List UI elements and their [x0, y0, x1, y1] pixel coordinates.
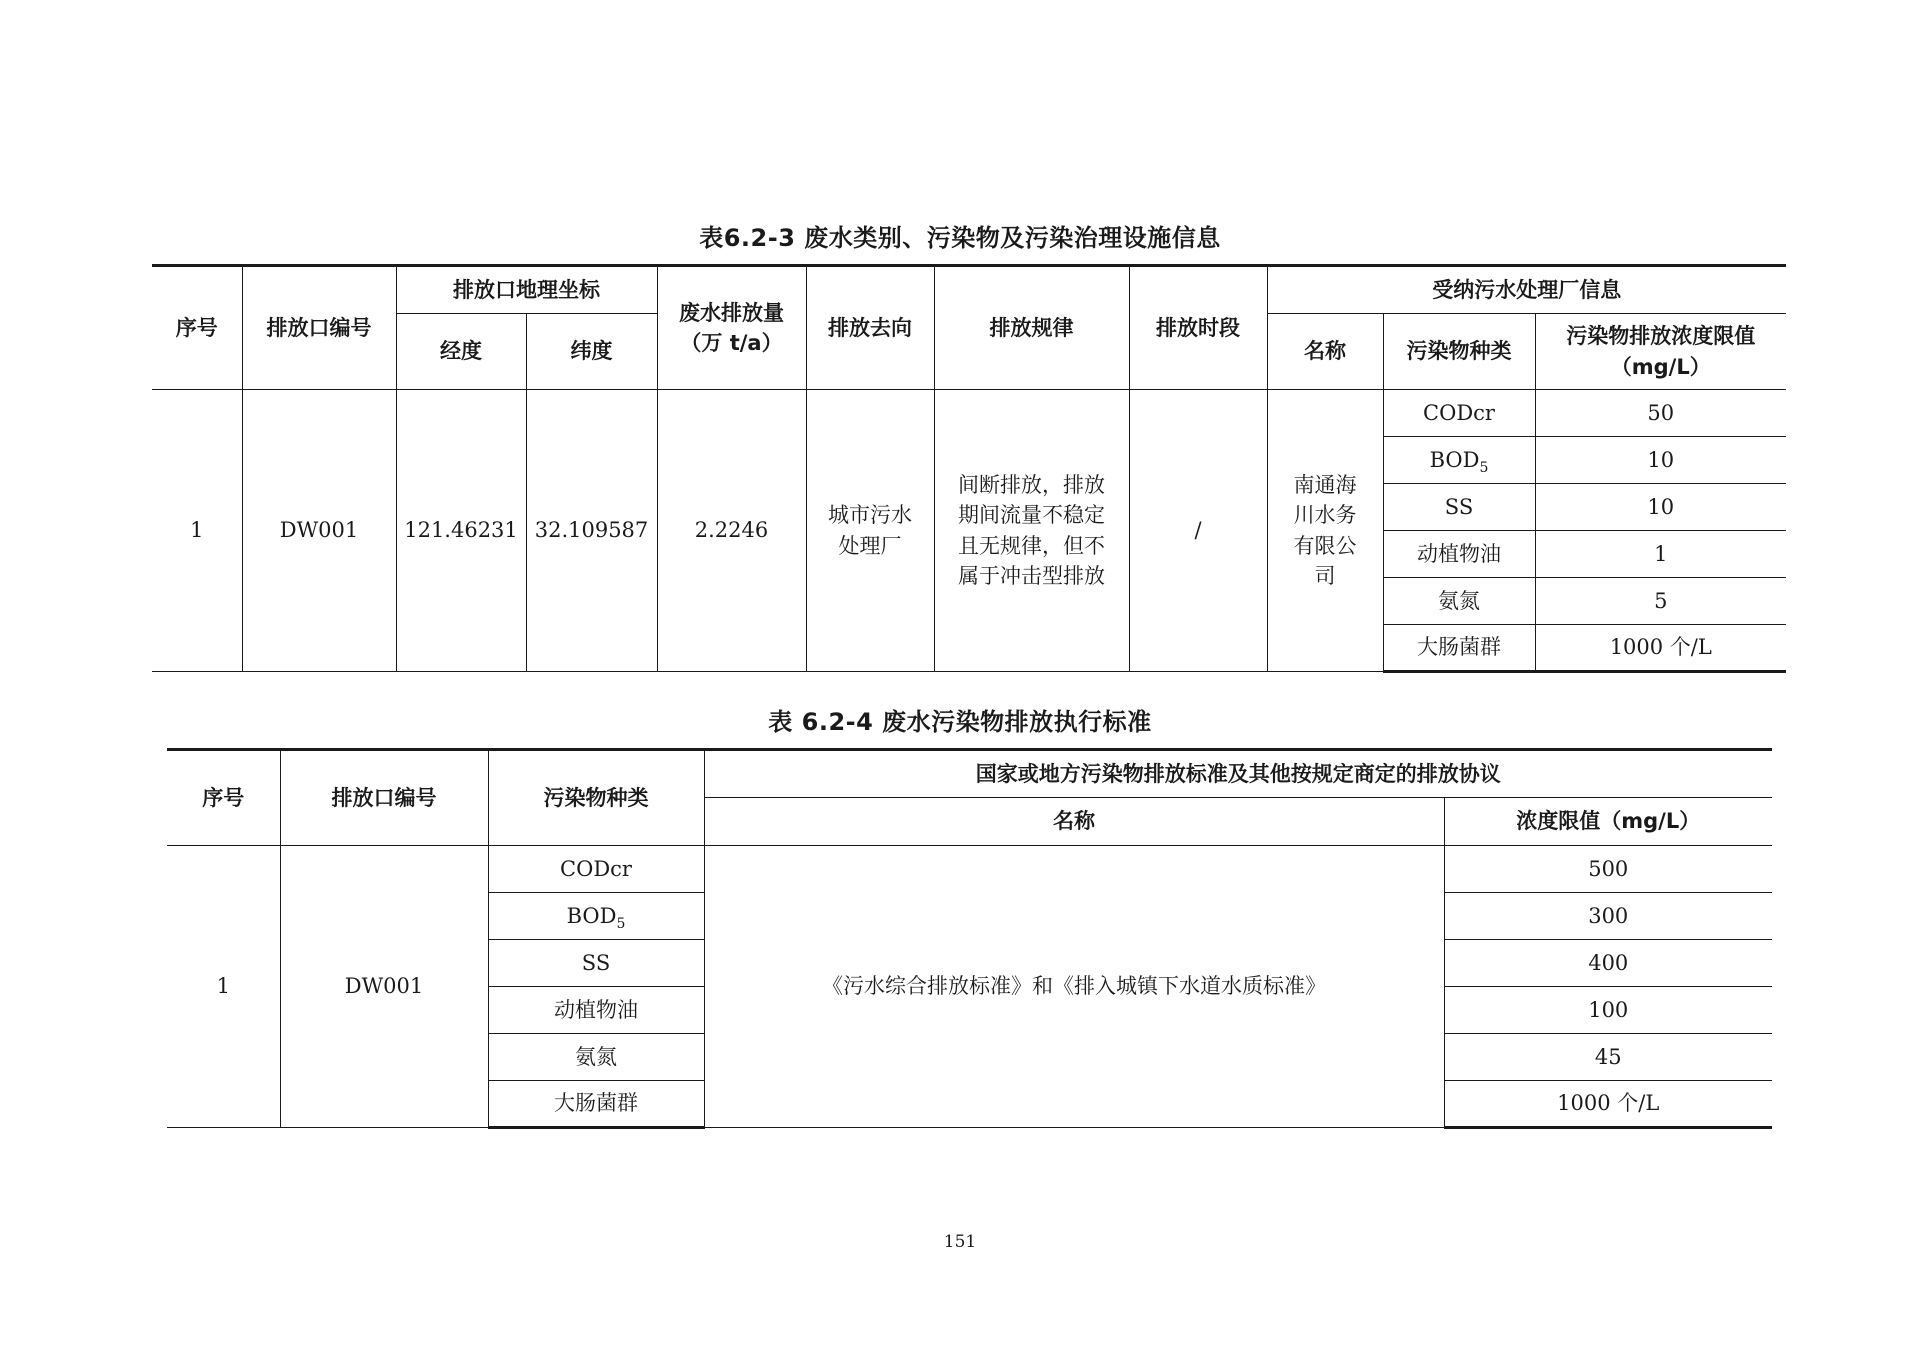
pollutant-name-text: BOD — [566, 903, 617, 928]
header-destination: 排放去向 — [806, 266, 934, 390]
pollutant-name: SS — [488, 940, 704, 987]
cell-period: / — [1129, 390, 1267, 672]
pollutant-name: 大肠菌群 — [1383, 625, 1535, 672]
pollutant-limit: 10 — [1535, 484, 1786, 531]
cell-longitude: 121.46231 — [396, 390, 526, 672]
header-plant-info: 受纳污水处理厂信息 — [1267, 266, 1786, 314]
header-seq: 序号 — [152, 266, 242, 390]
pollutant-limit: 10 — [1535, 437, 1786, 484]
table2-caption: 表 6.2-4 废水污染物排放执行标准 — [768, 708, 1152, 736]
pollutant-limit: 5 — [1535, 578, 1786, 625]
cell-destination: 城市污水 处理厂 — [806, 390, 934, 672]
table1-caption: 表6.2-3 废水类别、污染物及污染治理设施信息 — [699, 224, 1221, 252]
header-outlet-id: 排放口编号 — [280, 750, 488, 846]
pollutant-name: 动植物油 — [1383, 531, 1535, 578]
header-pollutant-type: 污染物种类 — [488, 750, 704, 846]
header-pattern: 排放规律 — [934, 266, 1129, 390]
cell-plant-name: 南通海 川水务 有限公 司 — [1267, 390, 1383, 672]
pollutant-name-subscript: 5 — [1479, 459, 1489, 476]
header-coordinates: 排放口地理坐标 — [396, 266, 657, 314]
discharge-standard-table — [167, 748, 1772, 1129]
cell-latitude: 32.109587 — [526, 390, 657, 672]
pollutant-name: 大肠菌群 — [488, 1081, 704, 1128]
pollutant-limit: 1 — [1535, 531, 1786, 578]
header-volume: 废水排放量 （万 t/a） — [657, 266, 806, 390]
pollutant-name: SS — [1383, 484, 1535, 531]
header-limit: 污染物排放浓度限值 （mg/L） — [1535, 314, 1786, 390]
cell-seq: 1 — [152, 390, 242, 672]
pollutant-limit: 1000 个/L — [1535, 625, 1786, 672]
wastewater-facility-table — [152, 264, 1786, 673]
header-standard-group: 国家或地方污染物排放标准及其他按规定商定的排放协议 — [704, 750, 1772, 798]
page-number: 151 — [943, 1232, 977, 1252]
pollutant-name-subscript: 5 — [616, 915, 626, 932]
header-longitude: 经度 — [396, 314, 526, 390]
cell-standard-name: 《污水综合排放标准》和《排入城镇下水道水质标准》 — [704, 846, 1444, 1128]
pollutant-name: 氨氮 — [488, 1034, 704, 1081]
cell-seq: 1 — [167, 846, 280, 1128]
header-limit: 浓度限值（mg/L） — [1444, 798, 1772, 846]
pollutant-limit: 100 — [1444, 987, 1772, 1034]
pollutant-name: CODcr — [488, 846, 704, 893]
header-pollutant-type: 污染物种类 — [1383, 314, 1535, 390]
header-latitude: 纬度 — [526, 314, 657, 390]
header-outlet-id: 排放口编号 — [242, 266, 396, 390]
cell-volume: 2.2246 — [657, 390, 806, 672]
cell-pattern: 间断排放，排放 期间流量不稳定 且无规律，但不 属于冲击型排放 — [934, 390, 1129, 672]
header-seq: 序号 — [167, 750, 280, 846]
pollutant-name — [488, 893, 704, 940]
pollutant-limit: 500 — [1444, 846, 1772, 893]
cell-outlet-id: DW001 — [280, 846, 488, 1128]
pollutant-limit: 300 — [1444, 893, 1772, 940]
pollutant-limit: 45 — [1444, 1034, 1772, 1081]
header-standard-name: 名称 — [704, 798, 1444, 846]
pollutant-limit: 1000 个/L — [1444, 1081, 1772, 1128]
cell-outlet-id: DW001 — [242, 390, 396, 672]
header-plant-name: 名称 — [1267, 314, 1383, 390]
pollutant-limit: 400 — [1444, 940, 1772, 987]
pollutant-limit: 50 — [1535, 390, 1786, 437]
header-period: 排放时段 — [1129, 266, 1267, 390]
pollutant-name: 动植物油 — [488, 987, 704, 1034]
pollutant-name-text: BOD — [1429, 447, 1480, 472]
pollutant-name: CODcr — [1383, 390, 1535, 437]
pollutant-name: 氨氮 — [1383, 578, 1535, 625]
pollutant-name — [1383, 437, 1535, 484]
